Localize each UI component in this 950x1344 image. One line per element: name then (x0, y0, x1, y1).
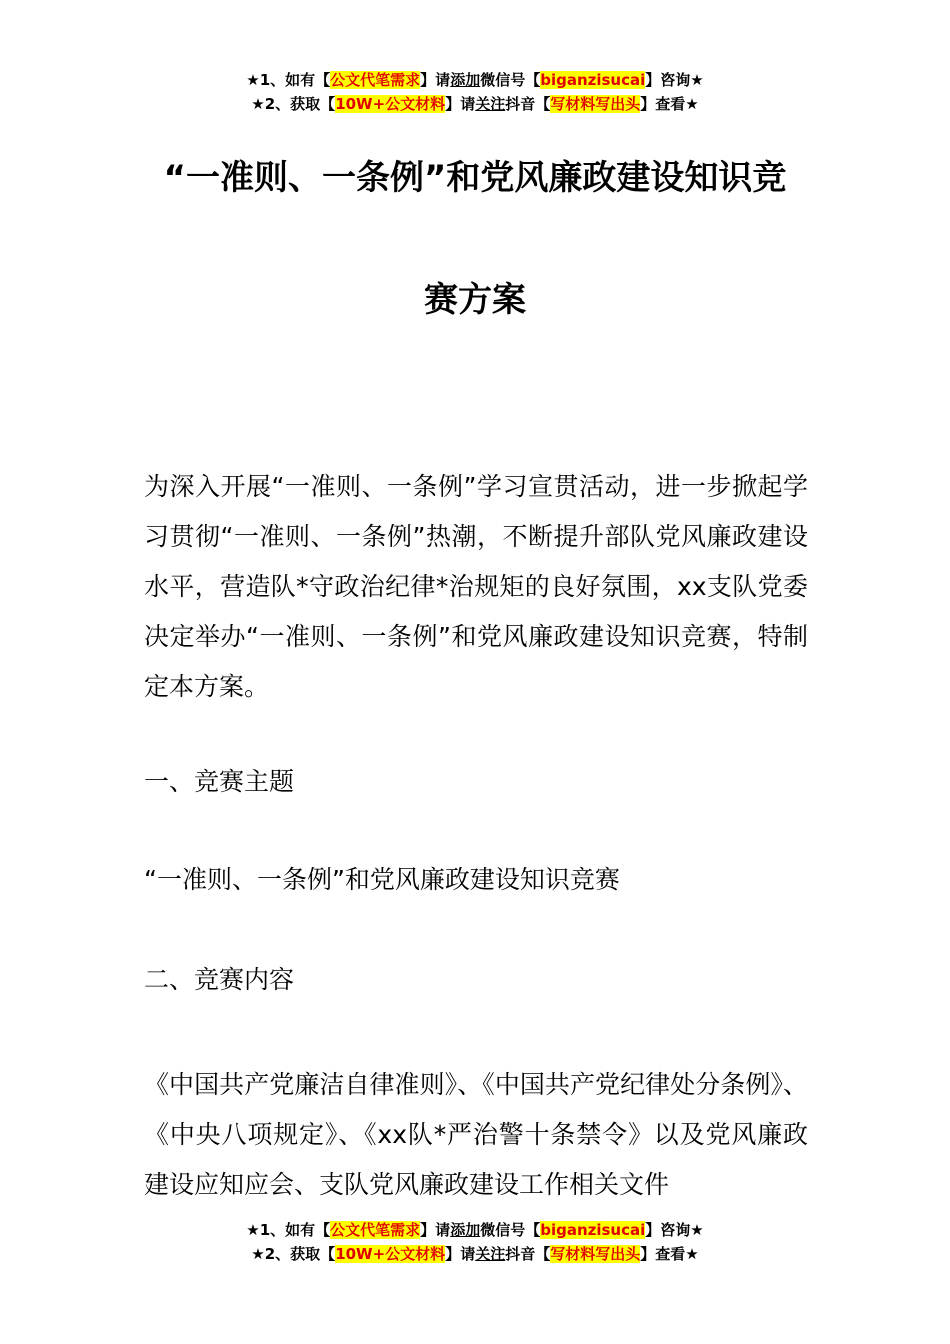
banner-text: 微信号【 (480, 71, 541, 89)
banner-highlight: 10W+公文材料 (335, 95, 446, 113)
banner-underline: 关注 (475, 95, 506, 113)
banner-highlight: 公文代笔需求 (330, 71, 421, 89)
banner-text: ★2、获取【 (251, 1245, 336, 1263)
banner-text: 】查看★ (640, 1245, 699, 1263)
section-text: 《中国共产党廉洁自律准则》、《中国共产党纪律处分条例》、《中央八项规定》、《xx队*严治警十条禁令》以及党风廉政建设应知应会、支队党风廉政建设工作相关文件 (144, 1070, 808, 1199)
intro-paragraph: 为深入开展“一准则、一条例”学习宣贯活动，进一步掀起学习贯彻“一准则、一条例”热潮，不断提升部队党风廉政建设水平，营造队*守政治纪律*治规矩的良好氛围，xx支队党委决定举办“一准则、一条例”和党风廉政建设知识竞赛，特制定本方案。 (144, 472, 808, 701)
section-heading: 二、竞赛内容 (144, 965, 295, 994)
banner-text: 】请 (420, 1221, 451, 1239)
banner-text: 】咨询★ (645, 1221, 704, 1239)
banner-text: 抖音【 (505, 95, 551, 113)
banner-text: 】咨询★ (645, 71, 704, 89)
banner-text: ★1、如有【 (246, 71, 331, 89)
banner-highlight: 写材料写出头 (550, 1245, 641, 1263)
banner-highlight: biganzisucai (540, 71, 646, 89)
banner-line-1 (0, 1218, 950, 1242)
banner-highlight: 公文代笔需求 (330, 1221, 421, 1239)
banner-text: 抖音【 (505, 1245, 551, 1263)
banner-line-2 (0, 1242, 950, 1266)
section-heading: 一、竞赛主题 (144, 767, 295, 796)
banner-text: 】请 (445, 1245, 476, 1263)
banner-underline: 添加 (450, 71, 481, 89)
banner-line-1 (0, 68, 950, 92)
banner-underline: 添加 (450, 1221, 481, 1239)
banner-highlight: 写材料写出头 (550, 95, 641, 113)
section-text: “一准则、一条例”和党风廉政建设知识竞赛 (144, 865, 620, 894)
document-title-line-2: 赛方案 (424, 280, 526, 320)
banner-text: 】请 (420, 71, 451, 89)
banner-text: ★1、如有【 (246, 1221, 331, 1239)
banner-text: 】查看★ (640, 95, 699, 113)
banner-highlight: 10W+公文材料 (335, 1245, 446, 1263)
banner-text: 微信号【 (480, 1221, 541, 1239)
header-banner (0, 68, 950, 116)
banner-text: 】请 (445, 95, 476, 113)
banner-highlight: biganzisucai (540, 1221, 646, 1239)
footer-banner (0, 1218, 950, 1266)
banner-line-2 (0, 92, 950, 116)
document-title-line-1: “一准则、一条例”和党风廉政建设知识竞 (163, 158, 787, 198)
banner-underline: 关注 (475, 1245, 506, 1263)
banner-text: ★2、获取【 (251, 95, 336, 113)
